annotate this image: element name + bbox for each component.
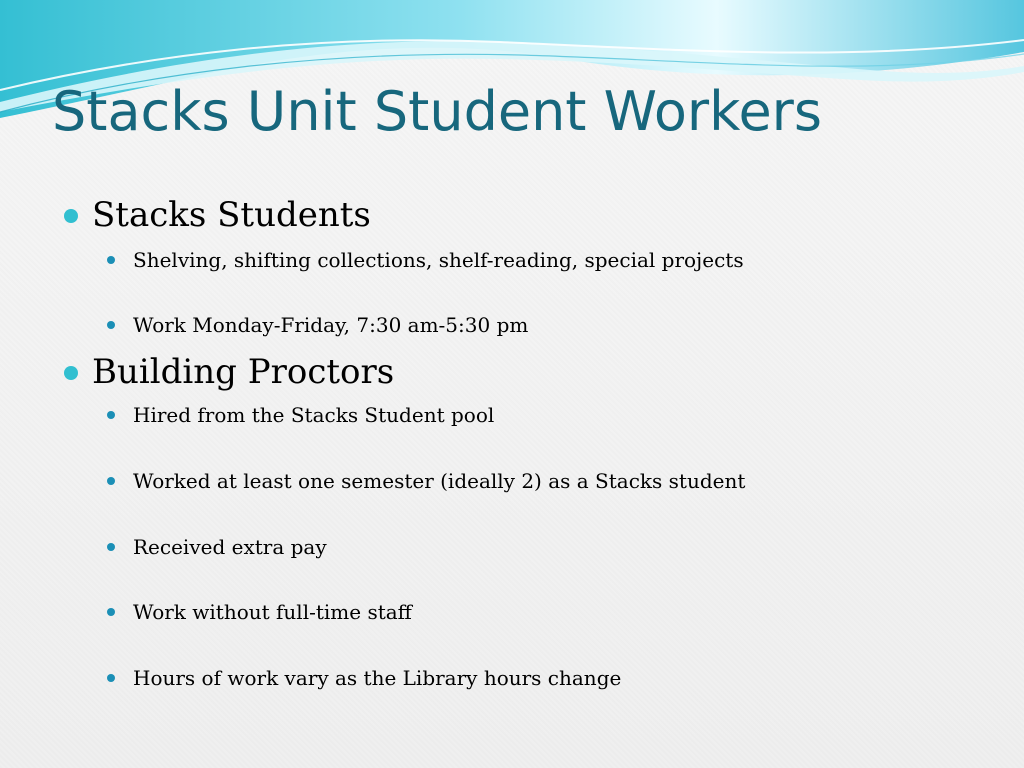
section-heading-stacks-students	[92, 195, 371, 235]
bullet-icon	[107, 411, 115, 419]
list-item	[133, 315, 528, 335]
bullet-icon	[107, 256, 115, 264]
bullet-icon	[107, 477, 115, 485]
section-heading-label: Stacks Students	[92, 195, 371, 235]
list-item-label: Received extra pay	[133, 535, 327, 559]
bullet-icon	[107, 321, 115, 329]
bullet-icon	[107, 674, 115, 682]
section-heading-building-proctors	[92, 352, 395, 392]
list-item	[133, 537, 327, 557]
list-item-label: Worked at least one semester (ideally 2) as a Stacks student	[133, 469, 746, 493]
bullet-icon	[64, 366, 78, 380]
list-item-label: Shelving, shifting collections, shelf-reading, special projects	[133, 248, 744, 272]
list-item	[133, 405, 494, 425]
list-item-label: Work Monday-Friday, 7:30 am-5:30 pm	[133, 313, 529, 337]
page-title: Stacks Unit Student Workers	[52, 80, 823, 143]
list-item-label: Hired from the Stacks Student pool	[133, 403, 495, 427]
list-item	[133, 602, 412, 622]
list-item	[133, 250, 744, 270]
list-item	[133, 668, 621, 688]
bullet-icon	[107, 608, 115, 616]
list-item-label: Work without full-time staff	[133, 600, 412, 624]
list-item-label: Hours of work vary as the Library hours change	[133, 666, 622, 690]
bullet-icon	[64, 209, 78, 223]
bullet-icon	[107, 543, 115, 551]
list-item	[133, 471, 745, 491]
section-heading-label: Building Proctors	[92, 352, 395, 392]
